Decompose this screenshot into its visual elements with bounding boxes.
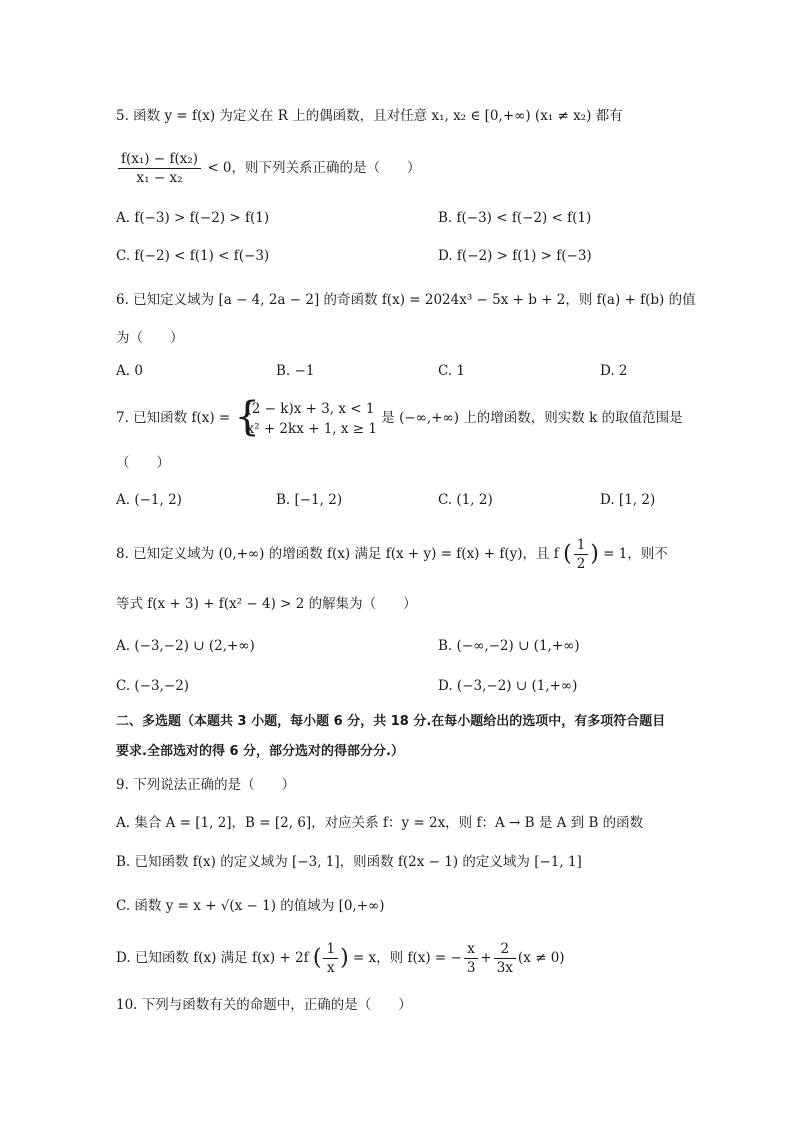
q9-optd-mid: = x，则 f(x) = − xyxy=(352,950,462,966)
q5-condition xyxy=(116,150,421,187)
q7-case-1: (2 − k)x + 3, x < 1 xyxy=(246,400,375,417)
q8-option-b[interactable]: B. (−∞,−2) ∪ (1,+∞) xyxy=(438,638,580,654)
q7-option-b[interactable]: B. [−1, 2) xyxy=(276,492,343,508)
q8-paren-open: ( xyxy=(563,541,572,567)
q9-option-b[interactable]: B. 已知函数 f(x) 的定义域为 [−3, 1]，则函数 f(2x − 1) 的定义域为 [−1, 1] xyxy=(116,854,582,870)
q5-option-a[interactable]: A. f(−3) > f(−2) > f(1) xyxy=(116,210,270,226)
q8-paren-close: ) xyxy=(590,541,599,567)
q9-optd-f1-den: x xyxy=(326,960,335,976)
q5-tail: < 0，则下列关系正确的是（ ） xyxy=(207,160,421,176)
section2-heading-line1: 二、多选题（本题共 3 小题，每小题 6 分，共 18 分.在每小题给出的选项中，有多项符合题目 xyxy=(116,714,666,729)
q9-optd-fraction-3 xyxy=(494,940,516,977)
q8-stem xyxy=(116,536,668,573)
q6-option-b[interactable]: B. −1 xyxy=(276,363,315,379)
q9-optd-prefix: D. 已知函数 f(x) 满足 f(x) + 2f xyxy=(116,950,309,966)
q8-frac-num: 1 xyxy=(574,536,589,555)
q9-stem: 9. 下列说法正确的是（ ） xyxy=(116,777,296,793)
q5-option-d[interactable]: D. f(−2) > f(1) > f(−3) xyxy=(438,248,592,264)
q6-option-d[interactable]: D. 2 xyxy=(600,363,628,379)
q9-optd-f2-num: x xyxy=(464,940,479,959)
q9-option-a[interactable]: A. 集合 A = [1, 2]，B = [2, 6]，对应关系 f：y = 2x，则 f：A → B 是 A 到 B 的函数 xyxy=(116,815,644,831)
q10-stem: 10. 下列与函数有关的命题中，正确的是（ ） xyxy=(116,997,412,1013)
q8-option-d[interactable]: D. (−3,−2) ∪ (1,+∞) xyxy=(438,678,578,694)
q7-option-a[interactable]: A. (−1, 2) xyxy=(116,492,182,508)
q7-piecewise xyxy=(234,393,377,440)
q8-frac-den: 2 xyxy=(576,556,586,572)
q8-option-a[interactable]: A. (−3,−2) ∪ (2,+∞) xyxy=(116,638,255,654)
q9-optd-f1-num: 1 xyxy=(323,940,338,959)
q7-case-2: x² + 2kx + 1, x ≥ 1 xyxy=(246,420,377,437)
q8-stem-cont: 等式 f(x + 3) + f(x² − 4) > 2 的解集为（ ） xyxy=(116,596,417,612)
q6-stem: 6. 已知定义域为 [a − 4, 2a − 2] 的奇函数 f(x) = 2024x³ − 5x + b + 2，则 f(a) + f(b) 的值 xyxy=(116,292,696,308)
q9-optd-f2-den: 3 xyxy=(466,960,476,976)
q9-option-c[interactable]: C. 函数 y = x + √(x − 1) 的值域为 [0,+∞) xyxy=(116,898,385,914)
q7-stem xyxy=(116,393,683,440)
q5-option-b[interactable]: B. f(−3) < f(−2) < f(1) xyxy=(438,210,592,226)
q9-optd-fraction-1 xyxy=(323,940,338,977)
q9-optd-plus: + xyxy=(480,950,492,966)
q9-optd-suffix: (x ≠ 0) xyxy=(517,950,565,966)
q8-option-c[interactable]: C. (−3,−2) xyxy=(116,678,190,694)
q5-frac-num: f(x₁) − f(x₂) xyxy=(118,150,201,169)
q5-frac-den: x₁ − x₂ xyxy=(136,170,183,186)
q9-optd-fraction-2 xyxy=(464,940,479,977)
q7-brace: { xyxy=(234,393,260,440)
q5-option-c[interactable]: C. f(−2) < f(1) < f(−3) xyxy=(116,248,270,264)
q7-option-c[interactable]: C. (1, 2) xyxy=(438,492,493,508)
q7-stem-cont: （ ） xyxy=(116,455,170,471)
q5-stem: 5. 函数 y = f(x) 为定义在 R 上的偶函数，且对任意 x₁, x₂ ∈ [0,+∞) (x₁ ≠ x₂) 都有 xyxy=(116,108,623,124)
q7-option-d[interactable]: D. [1, 2) xyxy=(600,492,656,508)
q9-optd-paren-close: ) xyxy=(340,945,349,971)
q8-prefix: 8. 已知定义域为 (0,+∞) 的增函数 f(x) 满足 f(x + y) = f(x) + f(y)，且 f xyxy=(116,546,559,562)
q8-suffix: = 1，则不 xyxy=(603,546,668,562)
q6-option-c[interactable]: C. 1 xyxy=(438,363,466,379)
q9-optd-paren-open: ( xyxy=(312,945,322,971)
q6-stem-cont: 为（ ） xyxy=(116,330,184,346)
q7-prefix: 7. 已知函数 f(x) = xyxy=(116,410,231,426)
section2-heading-line2: 要求.全部选对的得 6 分，部分选对的得部分分.） xyxy=(116,744,404,759)
q9-optd-f3-num: 2 xyxy=(494,940,516,959)
q6-option-a[interactable]: A. 0 xyxy=(116,363,143,379)
q9-option-d[interactable] xyxy=(116,940,565,977)
q9-optd-f3-den: 3x xyxy=(496,960,513,976)
q7-suffix: 是 (−∞,+∞) 上的增函数，则实数 k 的取值范围是 xyxy=(381,410,683,426)
q5-fraction xyxy=(118,150,201,187)
q8-fraction xyxy=(574,536,589,573)
